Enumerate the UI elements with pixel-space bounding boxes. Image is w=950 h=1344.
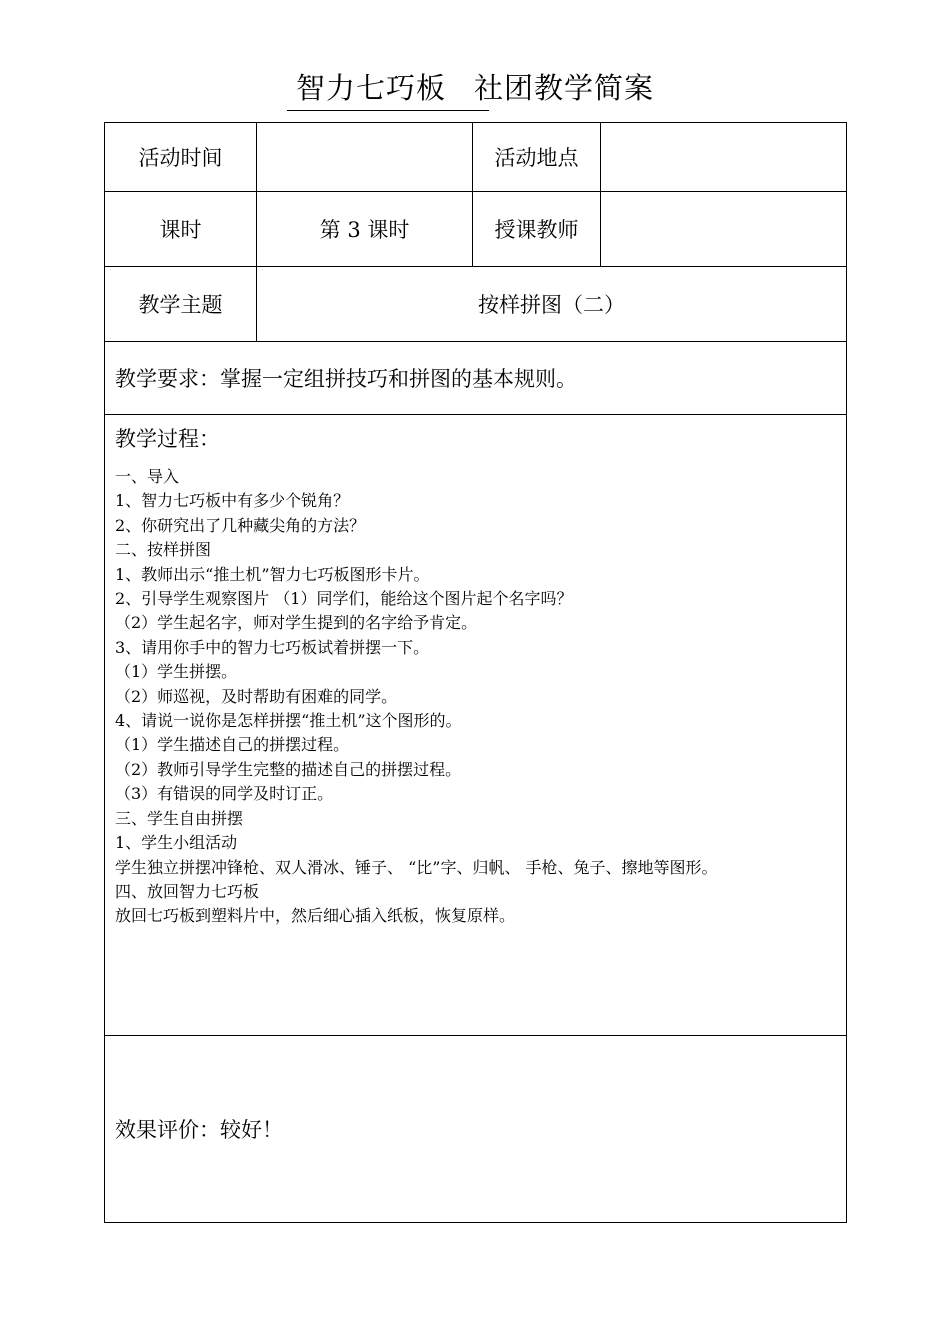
table-row-process bbox=[105, 415, 847, 1036]
time-label: 活动时间 bbox=[105, 123, 257, 192]
process-line: 一、导入 bbox=[115, 467, 180, 486]
process-line: （2）师巡视，及时帮助有困难的同学。 bbox=[115, 686, 398, 706]
document-title bbox=[0, 68, 950, 108]
process-line: 学生独立拼摆冲锋枪、双人滑冰、锤子、 “比”字、归帆、 手枪、兔子、擦地等图形。 bbox=[115, 857, 718, 877]
process-line: 四、放回智力七巧板 bbox=[115, 881, 260, 901]
process-lines bbox=[115, 465, 846, 929]
process-line: （1）学生描述自己的拼摆过程。 bbox=[115, 735, 350, 755]
title-doc-type: 社团教学简案 bbox=[474, 71, 655, 105]
place-value[interactable] bbox=[601, 123, 847, 192]
process-heading: 教学过程： bbox=[115, 427, 220, 451]
title-course-name: 智力七巧板 bbox=[295, 71, 446, 105]
table-row-period-teacher bbox=[105, 192, 847, 267]
process-line: 3、请用你手中的智力七巧板试着拼摆一下。 bbox=[115, 637, 430, 657]
table-row-requirement bbox=[105, 342, 847, 415]
process-line: （2）学生起名字，师对学生提到的名字给予肯定。 bbox=[115, 613, 478, 633]
teacher-value[interactable] bbox=[601, 192, 847, 267]
process-line: 放回七巧板到塑料片中，然后细心插入纸板，恢复原样。 bbox=[115, 906, 516, 926]
process-line: 三、学生自由拼摆 bbox=[115, 808, 244, 828]
teacher-label: 授课教师 bbox=[473, 192, 601, 267]
process-line: 2、你研究出了几种藏尖角的方法？ bbox=[115, 515, 366, 535]
teaching-process-cell bbox=[105, 415, 847, 1036]
theme-value: 按样拼图（二） bbox=[257, 267, 847, 342]
theme-label: 教学主题 bbox=[105, 267, 257, 342]
process-line: 1、智力七巧板中有多少个锐角？ bbox=[115, 491, 350, 511]
period-value: 第 3 课时 bbox=[257, 192, 473, 267]
title-underline bbox=[287, 110, 489, 111]
process-line: （2）教师引导学生完整的描述自己的拼摆过程。 bbox=[115, 759, 462, 779]
process-line: （3）有错误的同学及时订正。 bbox=[115, 784, 334, 804]
process-line: （1）学生拼摆。 bbox=[115, 662, 238, 682]
teaching-requirement: 教学要求：掌握一定组拼技巧和拼图的基本规则。 bbox=[105, 342, 847, 415]
place-label: 活动地点 bbox=[473, 123, 601, 192]
process-line: 二、按样拼图 bbox=[115, 540, 212, 560]
table-row-theme bbox=[105, 267, 847, 342]
process-line: 2、引导学生观察图片 （1）同学们，能给这个图片起个名字吗？ bbox=[115, 589, 573, 609]
process-line: 4、请说一说你是怎样拼摆“推土机”这个图形的。 bbox=[115, 711, 462, 731]
lesson-plan-table bbox=[104, 122, 847, 1223]
table-row-time-place bbox=[105, 123, 847, 192]
process-line: 1、学生小组活动 bbox=[115, 833, 238, 853]
time-value[interactable] bbox=[257, 123, 473, 192]
table-row-evaluation bbox=[105, 1036, 847, 1223]
period-label: 课时 bbox=[105, 192, 257, 267]
effect-evaluation: 效果评价：较好！ bbox=[105, 1036, 847, 1223]
process-line: 1、教师出示“推土机”智力七巧板图形卡片。 bbox=[115, 564, 430, 584]
